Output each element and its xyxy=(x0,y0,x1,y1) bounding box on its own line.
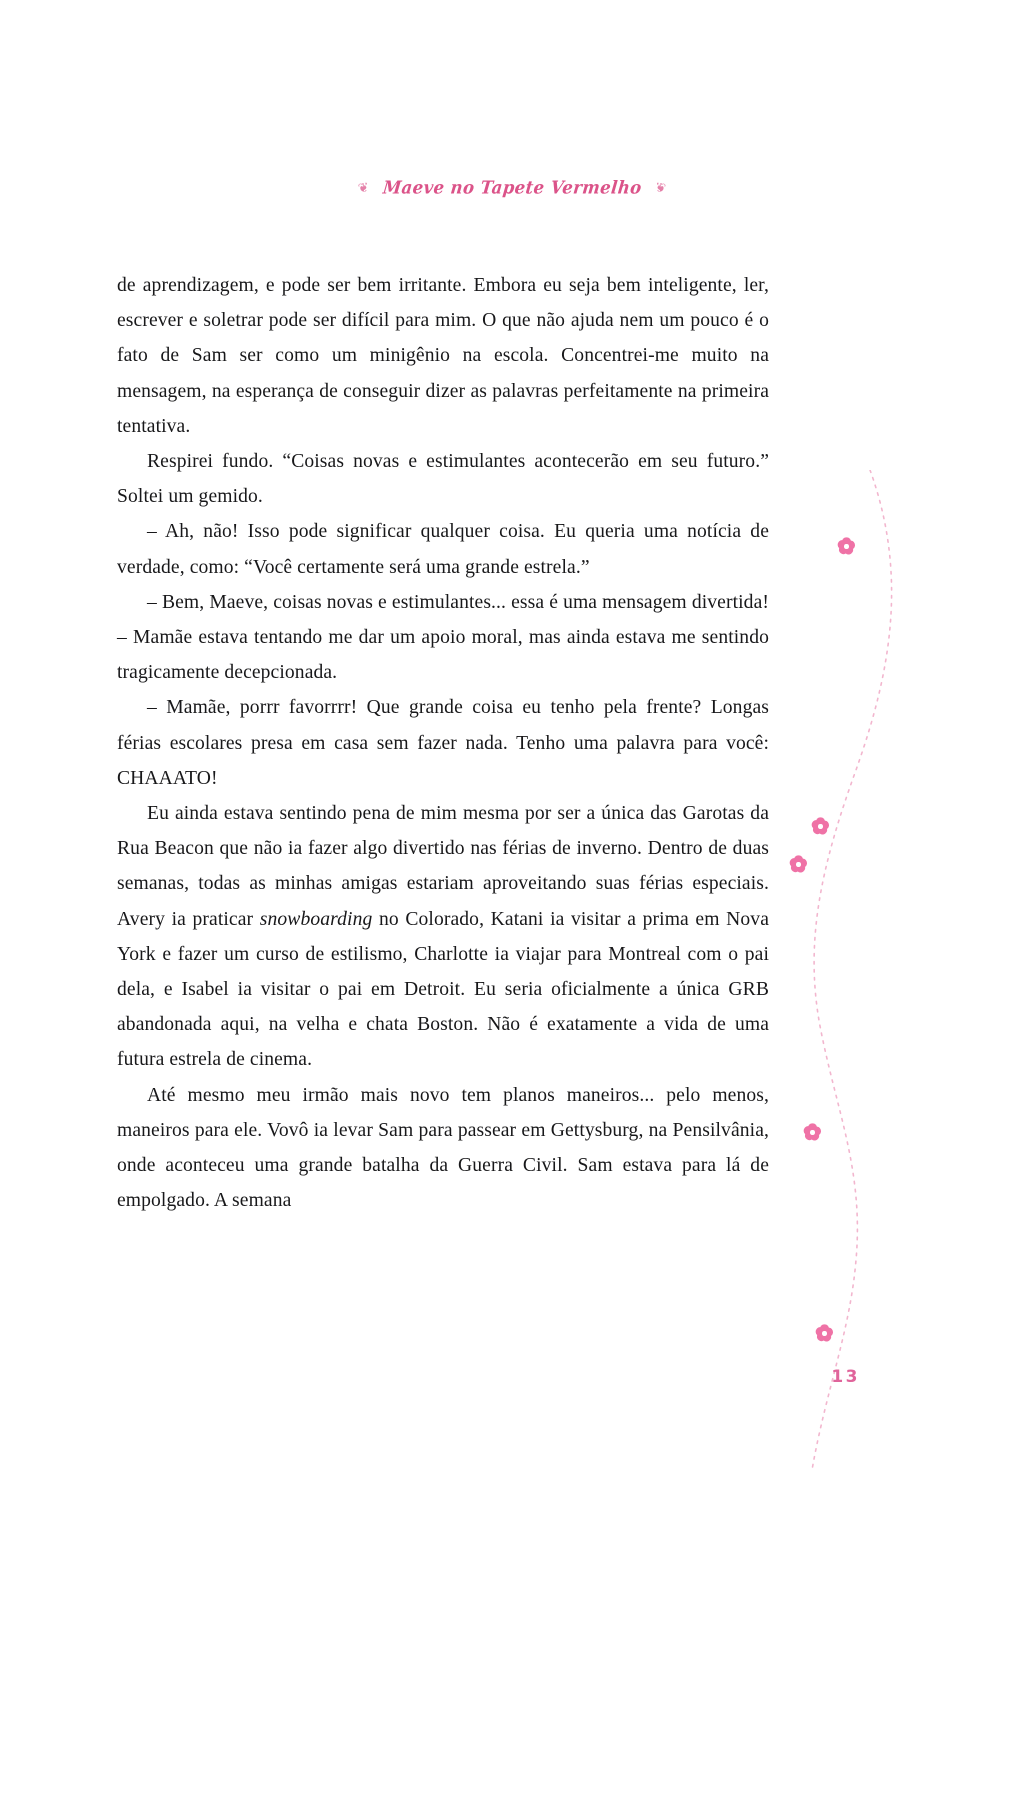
flower-icon xyxy=(804,1124,821,1141)
text-run: Eu ainda estava sentindo pena de mim mesma por ser a única das Garotas da Rua Beacon que não ia fazer algo divertido nas férias de inverno. Dentro de duas semanas, todas as minhas amigas estariam aproveitando suas férias especiais. Avery ia praticar xyxy=(117,803,769,930)
flower-icon xyxy=(790,856,807,873)
flourish-right-icon: ❦ xyxy=(654,179,668,196)
paragraph: – Ah, não! Isso pode significar qualquer coisa. Eu queria uma notícia de verdade, como: “Você certamente será uma grande estrela.” xyxy=(117,521,769,578)
paragraph: – Mamãe, porrr favorrrr! Que grande coisa eu tenho pela frente? Longas férias escolares presa em casa sem fazer nada. Tenho uma palavra para você: CHAAATO! xyxy=(117,697,769,789)
paragraph: – Bem, Maeve, coisas novas e estimulantes... essa é uma mensagem divertida! – Mamãe estava tentando me dar um apoio moral, mas ainda estava me sentindo tragicamente decepcionada. xyxy=(117,591,769,684)
italic-term: snowboarding xyxy=(259,908,373,930)
text-run: no Colorado, Katani ia visitar a prima em Nova York e fazer um curso de estilismo, Charlotte ia viajar para Montreal com o pai dela, e Isabel ia visitar o pai em Detroit. Eu seria oficialmente a única GRB abandonada aqui, na velha e chata Boston. Não é exatamente a vida de uma futura estrela de cinema. xyxy=(117,908,769,1071)
margin-vine-ornament xyxy=(760,470,1010,1470)
paragraph: de aprendizagem, e pode ser bem irritante. Embora eu seja bem inteligente, ler, escrever e soletrar pode ser difícil para mim. O que não ajuda nem um pouco é o fato de Sam ser como um minigênio na escola. Concentrei-me muito na mensagem, na esperança de conseguir dizer as palavras perfeitamente na primeira tentativa. xyxy=(117,275,769,437)
page-number: 13 xyxy=(831,1367,860,1387)
flower-icon xyxy=(838,538,855,555)
running-head-title: Maeve no Tapete Vermelho xyxy=(381,177,643,198)
paragraph: Até mesmo meu irmão mais novo tem planos maneiros... pelo menos, maneiros para ele. Vovô ia levar Sam para passear em Gettysburg, na Pensilvânia, onde aconteceu uma grande batalha da Guerra Civil. Sam estava para lá de empolgado. A semana xyxy=(117,1084,769,1212)
paragraph: Respirei fundo. “Coisas novas e estimulantes acontecerão em seu futuro.” Soltei um gemido. xyxy=(117,451,769,508)
flower-icon xyxy=(816,1325,833,1342)
running-head xyxy=(0,178,1024,197)
body-text-column xyxy=(117,268,769,1218)
flourish-left-icon: ❦ xyxy=(356,179,370,196)
flower-icon xyxy=(812,818,829,835)
paragraph-with-italic xyxy=(117,796,769,1078)
vine-curve-icon xyxy=(760,470,1010,1470)
